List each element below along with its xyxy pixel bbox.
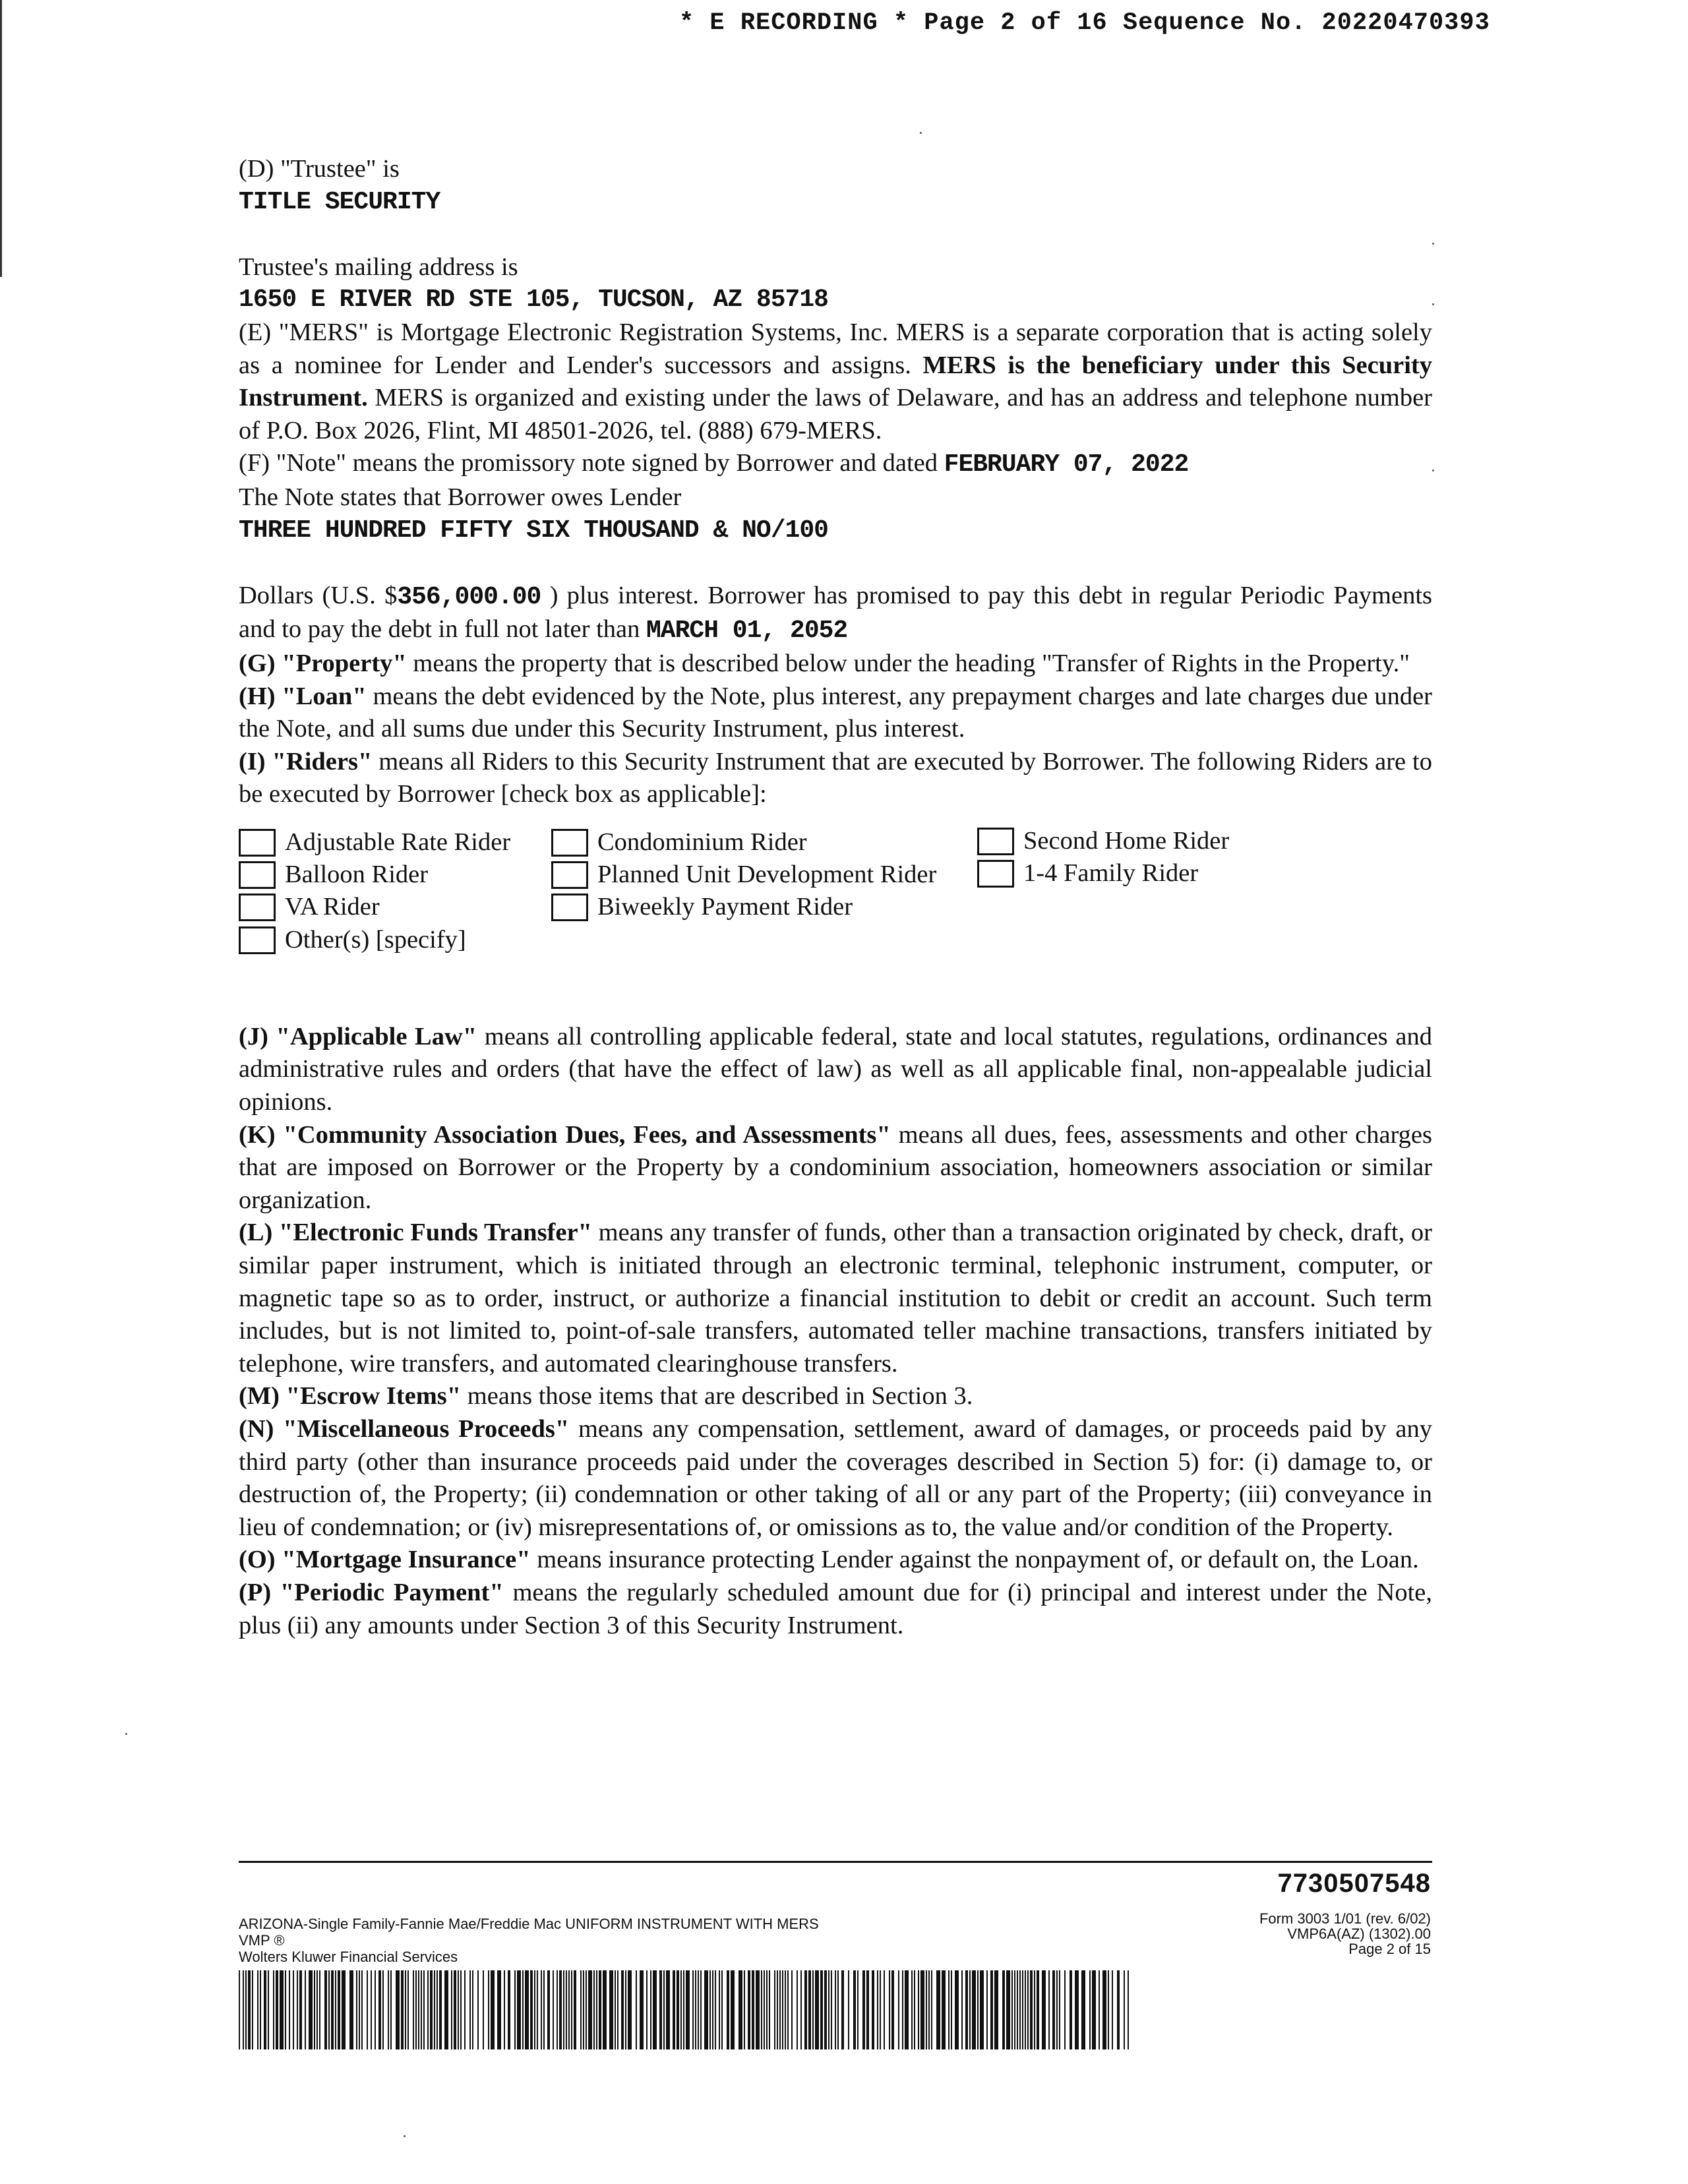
scan-speck [920,132,922,134]
barcode-bar [264,1970,266,2049]
barcode-bar [853,1970,856,2049]
barcode-bar [942,1970,946,2049]
barcode-bar [666,1970,670,2049]
barcode-bar [837,1970,839,2049]
barcode-bar [884,1970,885,2049]
barcode-bar [1017,1970,1018,2049]
trustee-mailing-address: 1650 E RIVER RD STE 105, TUCSON, AZ 85718 [239,286,828,315]
barcode-bar [508,1970,510,2049]
section-g: (G) "Property" means the property that is described below under the heading "Transfer of Rights in the Property." [239,649,1410,677]
barcode-bar [488,1970,489,2049]
barcode-bar [715,1970,716,2049]
barcode-image [239,1970,1129,2049]
barcode-bar [297,1970,298,2049]
barcode-bar [653,1970,657,2049]
barcode-bar [920,1970,924,2049]
barcode-bar [692,1970,694,2049]
barcode-bar [812,1970,814,2049]
barcode-bar [371,1970,372,2049]
barcode-bar [911,1970,913,2049]
barcode-bar [928,1970,930,2049]
barcode-bar [774,1970,775,2049]
barcode-bar [517,1970,521,2049]
barcode-bar [434,1970,435,2049]
barcode-bar [880,1970,881,2049]
barcode-bar [375,1970,376,2049]
rider-adjustable-rate[interactable]: Adjustable Rate Rider [239,827,510,859]
barcode-bar [779,1970,781,2049]
barcode-bar [1081,1970,1085,2049]
barcode-bar [1027,1970,1029,2049]
loan-amount-words: THREE HUNDRED FIFTY SIX THOUSAND & NO/100 [239,516,828,545]
barcode-bar [483,1970,484,2049]
barcode-bar [541,1970,542,2049]
barcode-bar [559,1970,562,2049]
rider-va[interactable]: VA Rider [239,892,380,923]
barcode-bar [609,1970,613,2049]
barcode-bar [986,1970,988,2049]
barcode-bar [356,1970,357,2049]
barcode-bar [418,1970,419,2049]
trustee-name: TITLE SECURITY [239,187,440,216]
barcode-bar [961,1970,963,2049]
barcode-bar [331,1970,334,2049]
barcode-bar [764,1970,765,2049]
barcode-bar [316,1970,318,2049]
note-date: FEBRUARY 07, 2022 [944,450,1189,479]
barcode-bar [877,1970,878,2049]
barcode-bar [415,1970,417,2049]
barcode-bar [547,1970,550,2049]
barcode-bar [260,1970,261,2049]
page-number: Page 2 of 15 [1348,1941,1431,1957]
barcode-bar [744,1970,745,2049]
barcode-bar [683,1970,684,2049]
barcode-bar [504,1970,505,2049]
barcode-bar [1089,1970,1091,2049]
barcode-bar [293,1970,294,2049]
barcode-bar [596,1970,597,2049]
barcode-bar [382,1970,384,2049]
rider-biweekly[interactable]: Biweekly Payment Rider [551,892,853,923]
barcode-bar [686,1970,690,2049]
barcode-bar [866,1970,869,2049]
barcode-bar [472,1970,473,2049]
scan-speck [1432,470,1434,471]
document-body [239,153,1432,1642]
barcode-bar [439,1970,442,2049]
barcode-bar [857,1970,859,2049]
barcode-bar [1014,1970,1015,2049]
barcode-bar [273,1970,274,2049]
barcode-bar [460,1970,462,2049]
barcode-bar [698,1970,699,2049]
barcode-bar [936,1970,940,2049]
barcode-bar [931,1970,932,2049]
barcode-bar [761,1970,762,2049]
barcode-bar [769,1970,770,2049]
barcode-bar [305,1970,306,2049]
barcode-bar [514,1970,516,2049]
barcode-bar [390,1970,392,2049]
barcode-bar [969,1970,971,2049]
scan-speck [1432,303,1434,305]
barcode-bar [955,1970,959,2049]
barcode-bar [712,1970,713,2049]
barcode-bar [914,1970,915,2049]
barcode-bar [1099,1970,1100,2049]
footer-left [239,1916,819,1965]
barcode-bar [828,1970,829,2049]
barcode-bar [599,1970,601,2049]
barcode-bar [721,1970,723,2049]
barcode-bar [553,1970,554,2049]
barcode-bar [980,1970,984,2049]
rider-1-4-family[interactable]: 1-4 Family Rider [977,858,1198,890]
barcode-bar [289,1970,290,2049]
barcode-bar [815,1970,819,2049]
barcode-bar [785,1970,786,2049]
barcode-bar [245,1970,247,2049]
barcode-bar [257,1970,258,2049]
barcode-bar [918,1970,919,2049]
barcode-bar [588,1970,592,2049]
barcode-bar [423,1970,425,2049]
barcode-bar [615,1970,616,2049]
section-i: (I) "Riders" means all Riders to this Security Instrument that are executed by Borrower. The following Riders are to be executed by Borrower [check box as applicable]: [239,747,1432,808]
recording-header: * E RECORDING * Page 2 of 16 Sequence No. 20220470393 [679,9,1490,37]
vmp-mark: VMP ® [239,1932,285,1949]
barcode-bar [1070,1970,1072,2049]
barcode-bar [824,1970,827,2049]
barcode-bar [673,1970,675,2049]
barcode-bar [994,1970,998,2049]
barcode-bar [1037,1970,1039,2049]
barcode-bar [349,1970,353,2049]
barcode-bar [902,1970,903,2049]
barcode-bar [1124,1970,1125,2049]
barcode-bar [782,1970,783,2049]
barcode-bar [1025,1970,1026,2049]
form-code: VMP6A(AZ) (1302).00 [1287,1926,1431,1942]
barcode-bar [889,1970,890,2049]
barcode-bar [990,1970,993,2049]
barcode-bar [951,1970,952,2049]
barcode-bar [243,1970,244,2049]
barcode-bar [791,1970,793,2049]
section-l: (L) "Electronic Funds Transfer" means any transfer of funds, other than a transaction originated by check, draft, or similar paper instrument, which is initiated through an electronic terminal, telephonic instrument, computer, or magnetic tape so as to order, instruct, or authorize a financial institution to debit or credit an account. Such term includes, but is not limited to, point-of-sale transfers, automated teller machine transactions, transfers initiated by telephone, wire transfers, and automated clearinghouse transfers. [239,1219,1433,1378]
barcode-bar [522,1970,524,2049]
barcode-bar [430,1970,433,2049]
barcode-bar [1019,1970,1021,2049]
barcode-bar [537,1970,538,2049]
rider-other[interactable]: Other(s) [specify] [239,925,466,956]
barcode-bar [977,1970,979,2049]
barcode-bar [820,1970,823,2049]
footer-right [1259,1911,1431,1957]
barcode-bar [314,1970,315,2049]
barcode-bar [1108,1970,1109,2049]
barcode-bar [361,1970,363,2049]
barcode-bar [1022,1970,1023,2049]
barcode-bar [625,1970,626,2049]
barcode-bar [268,1970,269,2049]
barcode-bar [965,1970,968,2049]
section-e: (E) "MERS" is Mortgage Electronic Registration Systems, Inc. MERS is a separate corporation that is acting solely as a nominee for Lender and Lender's successors and assigns. MERS is the beneficiary under this Security Instrument. MERS is organized and existing under the laws of Delaware, and has an address and telephone number of P.O. Box 2026, Flint, MI 48501-2026, tel. (888) 679-MERS. [239,318,1433,444]
barcode-bar [568,1970,570,2049]
barcode-bar [413,1970,414,2049]
barcode-bar [948,1970,950,2049]
barcode-bar [1030,1970,1033,2049]
barcode-bar [1112,1970,1113,2049]
barcode-bar [299,1970,302,2049]
barcode-bar [831,1970,832,2049]
checkbox[interactable] [239,894,276,921]
checkbox[interactable] [977,828,1014,855]
barcode-bar [1128,1970,1129,2049]
barcode-bar [787,1970,789,2049]
barcode-bar [804,1970,807,2049]
barcode-bar [1102,1970,1106,2049]
barcode-bar [1048,1970,1050,2049]
barcode-bar [1034,1970,1035,2049]
barcode-bar [338,1970,340,2049]
rider-balloon[interactable]: Balloon Rider [239,859,428,891]
barcode-bar [709,1970,711,2049]
barcode-bar [586,1970,587,2049]
barcode-bar [628,1970,632,2049]
barcode-bar [808,1970,811,2049]
barcode-bar [458,1970,459,2049]
barcode-bar [1092,1970,1096,2049]
riders-checklist [239,827,1432,957]
barcode-bar [239,1970,240,2049]
barcode-bar [477,1970,479,2049]
barcode-bar [388,1970,389,2049]
section-n: (N) "Miscellaneous Proceeds" means any compensation, settlement, award of damages, or proceeds paid by any third party (other than insurance proceeds paid under the coverages described in Section 5) for: (i) damage to, or destruction of, the Property; (ii) condemnation or other taking of all or any part of the Property; (iii) conveyance in lieu of condemnation; or (iv) misrepresentations of, or omissions as to, the value and/or condition of the Property. [239,1415,1432,1541]
barcode-bar [1075,1970,1079,2049]
barcode-bar [621,1970,624,2049]
barcode-bar [777,1970,778,2049]
checkbox[interactable] [551,894,588,921]
barcode-bar [401,1970,404,2049]
maturity-date: MARCH 01, 2052 [646,617,848,646]
barcode-bar [421,1970,422,2049]
barcode-bar [583,1970,584,2049]
publisher: Wolters Kluwer Financial Services [239,1949,458,1965]
barcode-bar [680,1970,682,2049]
barcode-bar [841,1970,844,2049]
barcode-bar [646,1970,648,2049]
barcode-bar [276,1970,278,2049]
barcode-bar [1042,1970,1046,2049]
barcode-bar [543,1970,545,2049]
barcode-bar [427,1970,429,2049]
barcode-bar [650,1970,651,2049]
checkbox[interactable] [239,926,276,954]
barcode-bar [677,1970,679,2049]
barcode-bar [534,1970,535,2049]
section-f: (F) "Note" means the promissory note signed by Borrower and dated FEBRUARY 07, 2022 [239,449,1189,479]
barcode-bar [248,1970,251,2049]
barcode-bar [756,1970,760,2049]
barcode-bar [451,1970,452,2049]
loan-amount: 356,000.00 [397,582,541,611]
barcode-bar [636,1970,637,2049]
barcode-bar [497,1970,501,2049]
barcode-bar [342,1970,346,2049]
barcode-bar [566,1970,567,2049]
barcode-bar [640,1970,644,2049]
barcode-bar [1052,1970,1055,2049]
barcode-bar [407,1970,409,2049]
rider-second-home[interactable]: Second Home Rider [977,826,1229,857]
section-p: (P) "Periodic Payment" means the regularly scheduled amount due for (i) principal and interest under the Note, plus (ii) any amounts under Section 3 of this Security Instrument. [239,1578,1432,1639]
barcode-bar [748,1970,750,2049]
section-f-owes: The Note states that Borrower owes Lender [239,483,682,511]
barcode-bar [872,1970,874,2049]
trustee-mailing-label: Trustee's mailing address is [239,253,518,281]
barcode-bar [603,1970,607,2049]
barcode-bar [766,1970,768,2049]
barcode-bar [1059,1970,1060,2049]
barcode-bar [695,1970,696,2049]
section-d-label: (D) "Trustee" is [239,155,400,183]
barcode-bar [738,1970,742,2049]
barcode-bar [905,1970,909,2049]
form-title: ARIZONA-Single Family-Fannie Mae/Freddie Mac UNIFORM INSTRUMENT WITH MERS [239,1916,819,1932]
barcode-bar [405,1970,406,2049]
barcode-bar [324,1970,327,2049]
barcode-bar [437,1970,438,2049]
barcode-bar [280,1970,284,2049]
barcode-bar [563,1970,564,2049]
barcode-bar [972,1970,976,2049]
barcode-bar [319,1970,320,2049]
barcode-bar [491,1970,495,2049]
checkbox[interactable] [551,829,588,857]
scan-speck [404,2135,406,2137]
section-f-dollars: Dollars (U.S. $356,000.00 ) plus interest. Borrower has promised to pay this debt in regular Periodic Payments and to pay the debt in full not later than MARCH 01, 2052 [239,581,1433,646]
barcode-bar [469,1970,471,2049]
barcode-bar [252,1970,253,2049]
barcode-bar [367,1970,368,2049]
barcode-bar [659,1970,662,2049]
scan-speck [1432,243,1434,245]
checkbox[interactable] [239,861,276,889]
barcode-bar [530,1970,533,2049]
section-k: (K) "Community Association Dues, Fees, and Assessments" means all dues, fees, assessments and other charges that are imposed on Borrower or the Property by a condominium association, homeowners association or similar organization. [239,1120,1432,1214]
barcode-bar [731,1970,735,2049]
barcode-bar [926,1970,927,2049]
barcode-bar [464,1970,466,2049]
barcode-bar [525,1970,529,2049]
barcode-bar [593,1970,595,2049]
barcode-bar [1117,1970,1120,2049]
barcode-bar [580,1970,582,2049]
barcode-bar [862,1970,865,2049]
barcode-bar [719,1970,720,2049]
barcode-bar [891,1970,894,2049]
barcode-bar [704,1970,708,2049]
barcode-bar [800,1970,802,2049]
barcode-bar [359,1970,360,2049]
rider-pud[interactable]: Planned Unit Development Rider [551,859,936,891]
barcode-bar [309,1970,313,2049]
barcode-bar [1002,1970,1005,2049]
footer-divider [239,1861,1432,1863]
checkbox[interactable] [977,860,1014,888]
barcode-bar [571,1970,572,2049]
section-j: (J) "Applicable Law" means all controlling applicable federal, state and local statutes, regulations, ordinances and administrative rules and orders (that have the effect of law) as well as all applicable final, non-appealable judicial opinions. [239,1022,1432,1116]
barcode-bar [663,1970,665,2049]
form-number: Form 3003 1/01 (rev. 6/02) [1259,1910,1431,1927]
barcode-bar [848,1970,849,2049]
barcode-bar [752,1970,754,2049]
barcode-bar [378,1970,381,2049]
rider-condominium[interactable]: Condominium Rider [551,827,807,859]
barcode-bar [574,1970,576,2049]
barcode-bar [727,1970,729,2049]
barcode-bar [797,1970,798,2049]
barcode-bar [396,1970,400,2049]
barcode-bar [1056,1970,1058,2049]
barcode-bar [285,1970,286,2049]
barcode-bar [700,1970,702,2049]
barcode-bar [898,1970,899,2049]
barcode-bar [335,1970,336,2049]
scan-speck [125,1733,127,1735]
barcode-bar [835,1970,836,2049]
checkbox[interactable] [239,829,276,857]
loan-number: 7730507548 [1277,1869,1431,1898]
barcode-bar [557,1970,558,2049]
barcode-bar [454,1970,456,2049]
barcode-bar [1011,1970,1013,2049]
barcode-bar [328,1970,330,2049]
section-h: (H) "Loan" means the debt evidenced by the Note, plus interest, any prepayment charges and late charges due under the Note, and all sums due under this Security Instrument, plus interest. [239,682,1432,743]
section-m: (M) "Escrow Items" means those items that are described in Section 3. [239,1382,973,1410]
barcode-bar [1064,1970,1066,2049]
section-o: (O) "Mortgage Insurance" means insurance protecting Lender against the nonpayment of, or default on, the Loan. [239,1546,1419,1574]
page-edge-mark [0,0,2,277]
barcode-bar [1006,1970,1010,2049]
barcode-bar [617,1970,618,2049]
checkbox[interactable] [551,861,588,889]
barcode-bar [444,1970,448,2049]
